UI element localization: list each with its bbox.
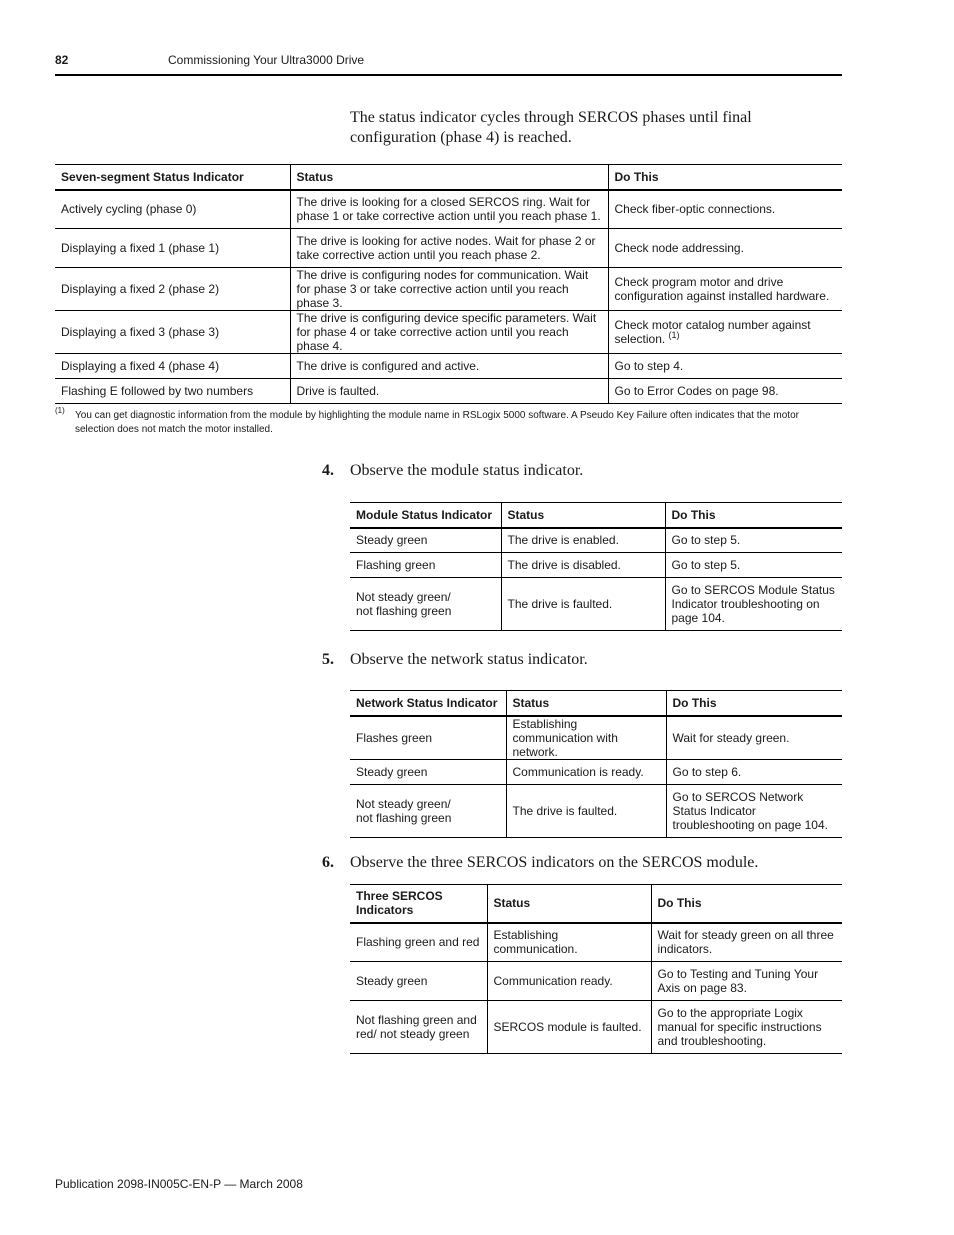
column-header: Three SERCOS Indicators [350, 885, 487, 923]
table-row [350, 962, 842, 1001]
publication-footer: Publication 2098-IN005C-EN-P — March 2008 [55, 1177, 303, 1191]
table-cell: Flashing green [350, 553, 501, 578]
table-row [350, 553, 842, 578]
running-header-title: Commissioning Your Ultra3000 Drive [168, 53, 365, 67]
table-row [55, 268, 842, 311]
step-5 [322, 650, 588, 670]
table-cell: Wait for steady green. [666, 716, 842, 760]
table-cell: The drive is disabled. [501, 553, 665, 578]
table-header-row [350, 885, 842, 923]
table-cell: Displaying a fixed 3 (phase 3) [55, 311, 290, 354]
table-cell: Flashing green and red [350, 923, 487, 962]
table-row [55, 190, 842, 229]
table-cell: Flashes green [350, 716, 506, 760]
table-header-row [55, 165, 842, 190]
column-header: Module Status Indicator [350, 503, 501, 528]
table-cell: Establishing communication with network. [506, 716, 666, 760]
table-cell: Go to SERCOS Module Status Indicator troubleshooting on page 104. [665, 578, 842, 631]
table-cell: Flashing E followed by two numbers [55, 379, 290, 404]
table-cell: Check program motor and drive configuration against installed hardware. [608, 268, 842, 311]
table-row [350, 578, 842, 631]
column-header: Do This [651, 885, 842, 923]
network-status-table [350, 690, 842, 838]
column-header: Status [506, 691, 666, 716]
table-cell: Steady green [350, 528, 501, 553]
table-cell: Steady green [350, 962, 487, 1001]
table-cell: Go to step 6. [666, 759, 842, 784]
table-cell: Drive is faulted. [290, 379, 608, 404]
table-row [55, 229, 842, 268]
cell-text: Check motor catalog number against selection. [614, 318, 811, 346]
table-cell: The drive is configured and active. [290, 354, 608, 379]
table-cell: The drive is faulted. [506, 784, 666, 837]
table-cell: Check node addressing. [608, 229, 842, 268]
step-number: 4. [322, 462, 334, 479]
module-status-table [350, 502, 842, 631]
table-header-row [350, 691, 842, 716]
column-header: Seven-segment Status Indicator [55, 165, 290, 190]
step-number: 6. [322, 854, 334, 871]
step-text: Observe the three SERCOS indicators on the SERCOS module. [350, 854, 759, 871]
table-cell: Wait for steady green on all three indicators. [651, 923, 842, 962]
table-row [55, 379, 842, 404]
column-header: Do This [665, 503, 842, 528]
step-4 [322, 461, 583, 481]
table-cell: Check fiber-optic connections. [608, 190, 842, 229]
table-cell: Displaying a fixed 4 (phase 4) [55, 354, 290, 379]
page-number: 82 [55, 53, 69, 67]
table-row [350, 528, 842, 553]
table-cell: Go to step 5. [665, 553, 842, 578]
table-row [350, 1001, 842, 1054]
table-row [350, 716, 842, 760]
table-row [350, 784, 842, 837]
table-cell: The drive is configuring device specific parameters. Wait for phase 4 or take corrective action until you reach phase 4. [290, 311, 608, 354]
table-row [350, 923, 842, 962]
table-cell: Go to step 4. [608, 354, 842, 379]
table-cell: The drive is faulted. [501, 578, 665, 631]
step-number: 5. [322, 651, 334, 668]
footnote-mark: (1) [55, 406, 65, 415]
table-cell: The drive is enabled. [501, 528, 665, 553]
footnote-text: You can get diagnostic information from the module by highlighting the module name in RSLogix 5000 software. A Pseudo Key Failure often indicates that the motor selection does not match the motor installed. [75, 410, 799, 435]
seven-segment-status-table [55, 164, 842, 404]
table-cell: SERCOS module is faulted. [487, 1001, 651, 1054]
column-header: Do This [608, 165, 842, 190]
table-cell: Establishing communication. [487, 923, 651, 962]
table-cell [608, 311, 842, 354]
column-header: Status [487, 885, 651, 923]
table-cell: Communication ready. [487, 962, 651, 1001]
column-header: Network Status Indicator [350, 691, 506, 716]
table-cell: Not steady green/ not flashing green [350, 578, 501, 631]
footnote-reference: (1) [668, 330, 680, 340]
column-header: Status [290, 165, 608, 190]
table-cell: Not steady green/ not flashing green [350, 784, 506, 837]
table-cell: Go to step 5. [665, 528, 842, 553]
table-cell: The drive is configuring nodes for communication. Wait for phase 3 or take corrective action until you reach phase 3. [290, 268, 608, 311]
table-cell: Displaying a fixed 1 (phase 1) [55, 229, 290, 268]
header-rule [55, 74, 842, 76]
table-cell: Go to Error Codes on page 98. [608, 379, 842, 404]
table-cell: Actively cycling (phase 0) [55, 190, 290, 229]
table-row [55, 354, 842, 379]
table-row [55, 311, 842, 354]
table-cell: Not flashing green and red/ not steady green [350, 1001, 487, 1054]
table-cell: Go to the appropriate Logix manual for specific instructions and troubleshooting. [651, 1001, 842, 1054]
sercos-indicators-table [350, 884, 842, 1054]
intro-paragraph: The status indicator cycles through SERCOS phases until final configuration (phase 4) is reached. [350, 109, 752, 146]
table-cell: Go to Testing and Tuning Your Axis on page 83. [651, 962, 842, 1001]
table-cell: The drive is looking for a closed SERCOS ring. Wait for phase 1 or take corrective action until you reach phase 1. [290, 190, 608, 229]
table-row [350, 759, 842, 784]
column-header: Do This [666, 691, 842, 716]
table-cell: Displaying a fixed 2 (phase 2) [55, 268, 290, 311]
step-text: Observe the module status indicator. [350, 462, 584, 479]
step-text: Observe the network status indicator. [350, 651, 588, 668]
table-header-row [350, 503, 842, 528]
table-cell: Communication is ready. [506, 759, 666, 784]
column-header: Status [501, 503, 665, 528]
table-cell: Steady green [350, 759, 506, 784]
step-6 [322, 853, 758, 873]
table-cell: The drive is looking for active nodes. Wait for phase 2 or take corrective action until you reach phase 2. [290, 229, 608, 268]
table-cell: Go to SERCOS Network Status Indicator troubleshooting on page 104. [666, 784, 842, 837]
